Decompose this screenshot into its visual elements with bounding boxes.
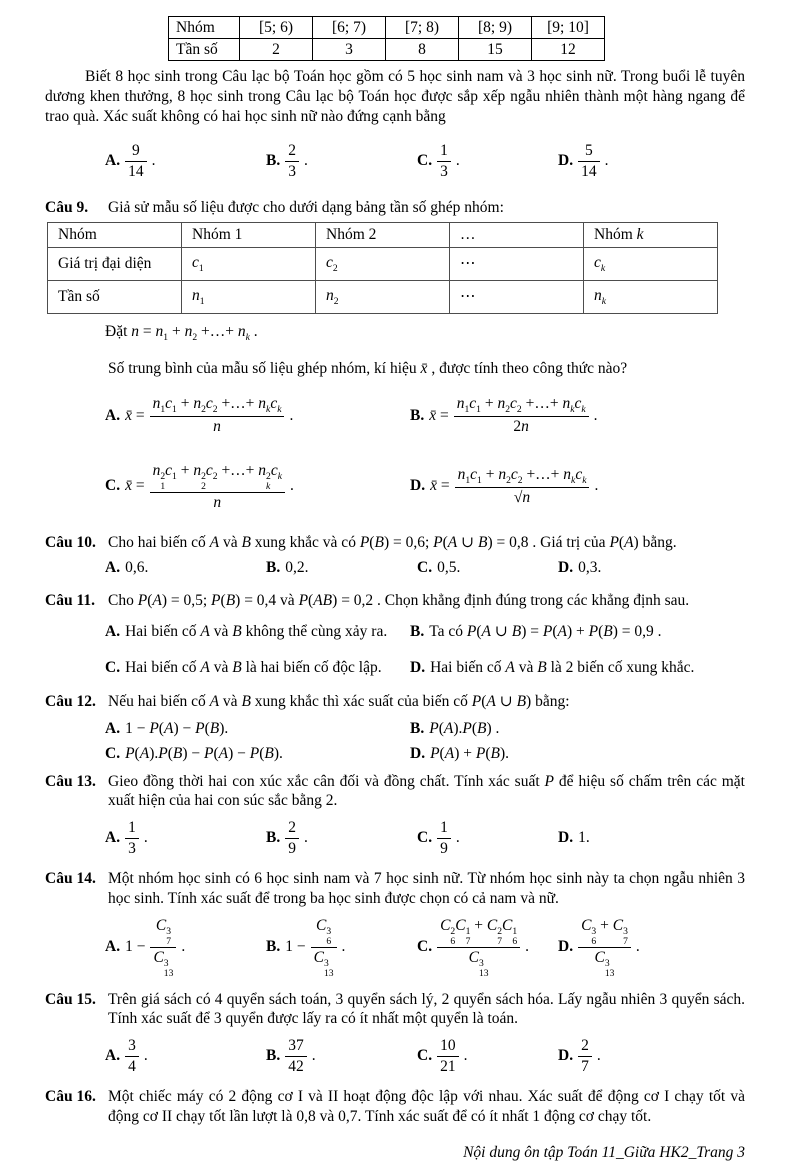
q12-question-text: Nếu hai biến cố A và B xung khắc thì xác suất của biến cố P(A ∪ B) bằng: <box>108 693 570 711</box>
option-text: 0,3. <box>578 558 602 576</box>
option-tail: . <box>341 938 346 956</box>
table-cell: $c_k$ <box>584 248 718 281</box>
q8-options <box>45 134 745 188</box>
option-tail: . <box>143 1047 148 1065</box>
q9-grouped-table <box>47 222 718 314</box>
option-label: B. <box>410 406 425 424</box>
q13-question-text: Gieo đồng thời hai con xúc xắc cân đối và đồng chất. Tính xác suất P để hiệu số chấm trên các mặt xuất hiện của hai con súc sắc bằng 2. <box>108 772 745 810</box>
q15-option-c <box>417 1029 558 1083</box>
q10-label: Câu 10. <box>45 534 96 552</box>
option-label: D. <box>558 558 574 576</box>
q8-option-b <box>266 134 417 188</box>
option-tail: . <box>311 1047 316 1065</box>
fraction: $\frac{2}{9}$ <box>285 818 299 858</box>
option-text: Hai biến cố A và B là hai biến cố độc lập. <box>125 659 382 677</box>
q10-options <box>45 558 745 578</box>
q9-option-c <box>105 454 410 519</box>
table-cell: [7; 8) <box>386 17 459 39</box>
table-cell: 8 <box>386 39 459 61</box>
q14-label: Câu 14. <box>45 870 96 888</box>
table-cell: ⋯ <box>450 248 584 281</box>
option-label: B. <box>410 622 425 640</box>
option-tail: . <box>635 938 640 956</box>
q13-label: Câu 13. <box>45 772 96 790</box>
option-label: B. <box>266 152 281 170</box>
fraction: $\frac{1}{3}$ <box>437 141 451 181</box>
table-cell: 12 <box>532 39 605 61</box>
option-label: A. <box>105 938 121 956</box>
fraction: $\frac{n_1c_1 + n_2c_2 +\dots+ n_kc_k}{n}$ <box>150 394 285 436</box>
option-label: A. <box>105 829 121 847</box>
option-label: A. <box>105 558 121 576</box>
table-row <box>48 223 718 248</box>
option-tail: . <box>593 406 598 424</box>
page-footer: Nội dung ôn tập Toán 11_Giữa HK2_Trang 3 <box>463 1143 745 1161</box>
table-cell: 15 <box>459 39 532 61</box>
table-cell: Tần số <box>169 39 240 61</box>
option-lead: x̄ = <box>125 406 145 424</box>
option-text: P(A).P(B) − P(A) − P(B). <box>125 744 283 762</box>
q9-option-a <box>105 387 410 443</box>
option-label: C. <box>417 558 433 576</box>
option-lead: x̄ = <box>430 477 450 495</box>
q14-question-text: Một nhóm học sinh có 6 học sinh nam và 7 học sinh nữ. Từ nhóm học sinh này ta chọn ngẫu nhiên 3 học sinh. Tính xác suất để trong ba học sinh được chọn có cả nam và nữ. <box>108 870 745 907</box>
q9-option-d <box>410 458 745 514</box>
q12-option-d <box>410 744 745 764</box>
option-label: D. <box>558 1047 574 1065</box>
option-label: A. <box>105 720 121 737</box>
q8-question-text: Biết 8 học sinh trong Câu lạc bộ Toán học gồm có 5 học sinh nam và 3 học sinh nữ. Trong buổi lễ tuyên dương khen thưởng, 8 học sinh trong Câu lạc bộ Toán học được sắp xếp ngẫu nhiên thành một hàng ngang để trao quà. Xác suất không có hai học sinh nữ nào đứng cạnh bằng <box>45 68 745 125</box>
fraction: $\frac{2}{7}$ <box>578 1036 592 1076</box>
table-row <box>48 248 718 281</box>
q15-question <box>45 990 745 1030</box>
option-label: B. <box>410 720 425 737</box>
q8-option-a <box>105 134 266 188</box>
option-lead: x̄ = <box>125 477 145 495</box>
q8-option-d <box>558 134 745 188</box>
option-label: B. <box>266 558 281 576</box>
fraction: $\frac{3}{4}$ <box>125 1036 139 1076</box>
option-tail: . <box>289 406 294 424</box>
fraction: C 2 6 C 1 7 + C 2 7 C 1 6 C 3 13 <box>437 916 520 979</box>
option-label: B. <box>266 1047 281 1065</box>
q13-option-b <box>266 811 417 865</box>
fraction: $\frac{37}{42}$ <box>285 1036 307 1076</box>
fraction: $\frac{9}{14}$ <box>125 141 147 181</box>
q9-note: Đặt $n = n_1 + n_2$ +…+ $n_k$ . <box>105 323 258 344</box>
option-lead: 1 − <box>285 938 306 956</box>
table-cell: [5; 6) <box>240 17 313 39</box>
option-label: A. <box>105 406 121 424</box>
option-text: Ta có P(A ∪ B) = P(A) + P(B) = 0,9 . <box>429 622 662 640</box>
option-text: 0,6. <box>125 558 149 576</box>
q11-option-c <box>105 658 410 678</box>
table-cell: 3 <box>313 39 386 61</box>
q9-option-b <box>410 387 745 443</box>
q10-question <box>45 533 745 553</box>
option-text: 0,5. <box>437 558 461 576</box>
q13-options <box>45 811 745 865</box>
table-cell: $c_1$ <box>182 248 316 281</box>
q14-option-a <box>105 909 266 986</box>
q9-subquestion: Số trung bình của mẫu số liệu ghép nhóm, kí hiệu x̄ , được tính theo công thức nào? <box>108 360 628 378</box>
q10-option-a <box>105 558 266 578</box>
option-lead: 1 − <box>125 938 146 956</box>
option-tail: . <box>151 152 156 170</box>
q16-question-text: Một chiếc máy có 2 động cơ I và II hoạt động độc lập với nhau. Xác suất để động cơ I chạy tốt và động cơ II chạy tốt lần lượt là 0,8 và 0,7. Tính xác suất để có ít nhất 1 động cơ chạy tốt. <box>108 1087 745 1125</box>
option-tail: . <box>181 938 186 956</box>
option-tail: . <box>463 1047 468 1065</box>
fraction: $\frac{2}{3}$ <box>285 141 299 181</box>
option-tail: . <box>455 152 460 170</box>
q12-question <box>45 692 745 712</box>
option-tail: . <box>143 829 148 847</box>
option-tail: . <box>303 152 308 170</box>
q13-option-d <box>558 821 745 855</box>
q12-options <box>45 719 745 764</box>
q12-option-a <box>105 719 410 739</box>
q15-option-a <box>105 1029 266 1083</box>
q11-question <box>45 591 745 611</box>
q11-option-d <box>410 658 745 678</box>
fraction: $\frac{5}{14}$ <box>578 141 600 181</box>
fraction: $\frac{n_1c_1 + n_2c_2 +\dots+ n_kc_k}{√n}$ <box>455 465 590 507</box>
q15-option-b <box>266 1029 417 1083</box>
q11-label: Câu 11. <box>45 591 95 609</box>
q13-option-a <box>105 811 266 865</box>
table-row <box>169 17 605 39</box>
table-cell: 2 <box>240 39 313 61</box>
fraction: C 3 6 + C 3 7 C 3 13 <box>578 916 631 979</box>
q14-options <box>45 909 745 986</box>
table-cell: Nhóm <box>169 17 240 39</box>
table-cell: [6; 7) <box>313 17 386 39</box>
option-label: C. <box>105 659 121 677</box>
option-label: D. <box>558 938 574 956</box>
option-label: C. <box>417 152 433 170</box>
q14-option-b <box>266 909 417 986</box>
q10-option-d <box>558 558 745 578</box>
q11-option-a <box>105 622 410 642</box>
q14-question <box>45 869 745 909</box>
q9-label: Câu 9. <box>45 199 89 217</box>
table-cell: Nhóm 1 <box>182 223 316 248</box>
option-text: P(A) + P(B). <box>430 744 509 762</box>
table-row <box>169 39 605 61</box>
q16-question <box>45 1087 745 1127</box>
option-tail: . <box>525 938 530 956</box>
table-cell: … <box>450 223 584 248</box>
option-label: C. <box>417 829 433 847</box>
q15-question-text: Trên giá sách có 4 quyển sách toán, 3 quyển sách lý, 2 quyển sách hóa. Lấy ngẫu nhiên 3 quyển sách. Tính xác suất để 3 quyển được lấy ra có ít nhất một quyển là toán. <box>108 990 745 1028</box>
option-label: A. <box>105 622 121 640</box>
q10-option-b <box>266 558 417 578</box>
option-label: B. <box>266 938 281 956</box>
fraction: C 3 6 C 3 13 <box>311 916 337 979</box>
q12-option-c <box>105 744 410 764</box>
q8-frequency-table <box>168 16 605 61</box>
q11-option-b <box>410 622 745 642</box>
option-text: 1 − P(A) − P(B). <box>125 720 229 737</box>
table-cell: $n_2$ <box>316 281 450 314</box>
option-label: B. <box>266 829 281 847</box>
option-tail: . <box>596 1047 601 1065</box>
table-row <box>48 281 718 314</box>
q12-label: Câu 12. <box>45 693 96 711</box>
q14-option-d <box>558 909 745 986</box>
q8-option-c <box>417 134 558 188</box>
option-label: D. <box>558 152 574 170</box>
q11-question-text: Cho P(A) = 0,5; P(B) = 0,4 và P(AB) = 0,2 . Chọn khẳng định đúng trong các khẳng định sau. <box>108 591 690 609</box>
option-label: C. <box>105 477 121 495</box>
table-cell: $n_k$ <box>584 281 718 314</box>
table-cell: [9; 10] <box>532 17 605 39</box>
option-tail: . <box>303 829 308 847</box>
fraction: $\frac{1}{3}$ <box>125 818 139 858</box>
option-label: C. <box>417 1047 433 1065</box>
q14-option-c <box>417 909 558 986</box>
option-label: D. <box>410 744 426 762</box>
table-cell: Giá trị đại diện <box>48 248 182 281</box>
q15-option-d <box>558 1029 745 1083</box>
fraction: C 3 7 C 3 13 <box>150 916 176 979</box>
option-lead: x̄ = <box>429 406 449 424</box>
q9-question <box>45 198 745 218</box>
table-cell: Nhóm <box>48 223 182 248</box>
fraction: $\frac{1}{9}$ <box>437 818 451 858</box>
option-tail: . <box>455 829 460 847</box>
option-label: D. <box>410 477 426 495</box>
fraction: $\frac{10}{21}$ <box>437 1036 459 1076</box>
q10-option-c <box>417 558 558 578</box>
q13-option-c <box>417 811 558 865</box>
q13-question <box>45 772 745 812</box>
q15-label: Câu 15. <box>45 990 96 1008</box>
table-cell: [8; 9) <box>459 17 532 39</box>
option-label: C. <box>417 938 433 956</box>
table-cell: $n_1$ <box>182 281 316 314</box>
q16-label: Câu 16. <box>45 1087 96 1105</box>
option-text: Hai biến cố A và B là 2 biến cố xung khắc. <box>430 659 695 677</box>
table-cell: $c_2$ <box>316 248 450 281</box>
option-label: A. <box>105 152 121 170</box>
option-label: D. <box>558 829 574 847</box>
fraction: $\frac{n_1c_1 + n_2c_2 +\dots+ n_kc_k}{2n}$ <box>454 394 589 436</box>
option-text: 0,2. <box>285 558 309 576</box>
option-label: D. <box>410 659 426 677</box>
table-cell: Nhóm k <box>584 223 718 248</box>
q9-options <box>45 387 745 519</box>
fraction: n 2 1 $c_1 + n$ 2 2 $c_2$ +…+ n 2 k $c_k$ n <box>150 461 285 512</box>
option-tail: . <box>290 477 294 495</box>
q11-options <box>45 622 745 679</box>
q10-question-text: Cho hai biến cố A và B xung khắc và có P(B) = 0,6; P(A ∪ B) = 0,8 . Giá trị của P(A) bằng. <box>108 534 677 552</box>
option-text: 1. <box>578 829 590 847</box>
table-cell: Nhóm 2 <box>316 223 450 248</box>
q9-question-text: Giả sử mẫu số liệu được cho dưới dạng bảng tần số ghép nhóm: <box>108 199 504 217</box>
option-label: A. <box>105 1047 121 1065</box>
table-cell: Tần số <box>48 281 182 314</box>
option-text: Hai biến cố A và B không thể cùng xảy ra. <box>125 622 388 640</box>
option-tail: . <box>594 477 599 495</box>
option-text: P(A).P(B) . <box>429 720 500 737</box>
table-cell: ⋯ <box>450 281 584 314</box>
option-tail: . <box>604 152 609 170</box>
q12-option-b <box>410 719 745 739</box>
option-label: C. <box>105 744 121 762</box>
q15-options <box>45 1029 745 1083</box>
